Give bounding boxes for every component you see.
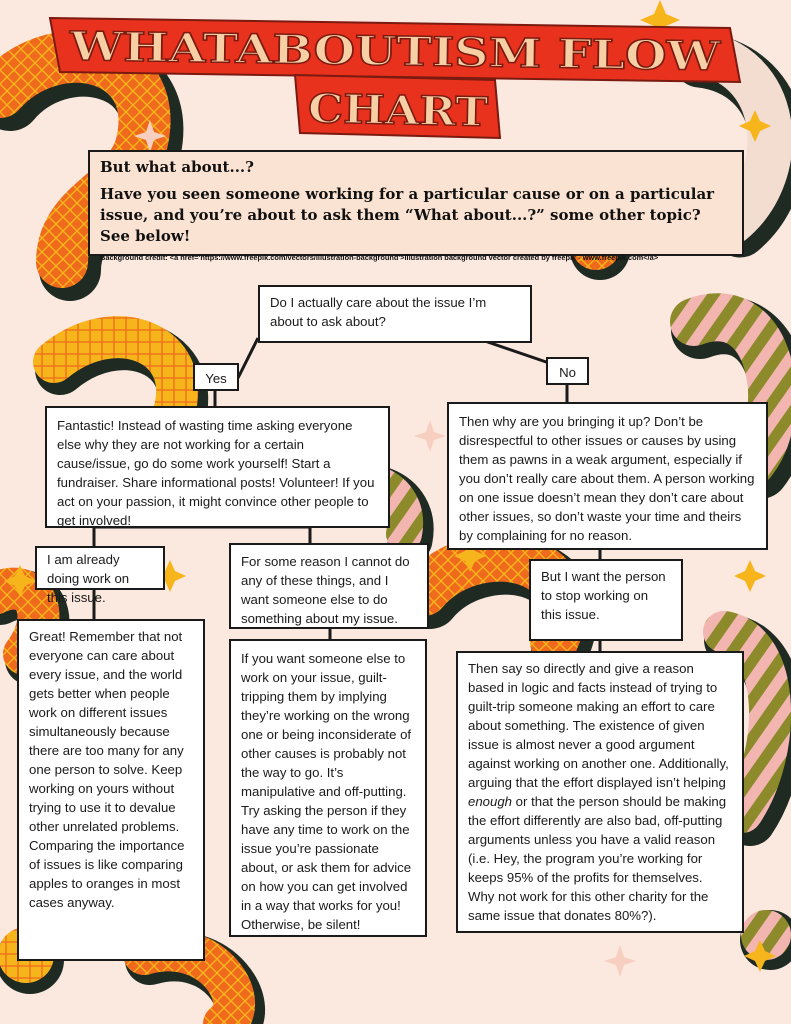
- yes-label-box: [193, 363, 239, 391]
- no-label-box: [546, 357, 589, 385]
- stop-answer-text-b: or that the person should be making the effort differently are also bad, off-putting arguments unless you have a valid reason (i.e. Hey, the program you’re working for keeps 95% of the profits for themselves. Why not work for this other charity for the same issue that donates 80%?).: [468, 794, 727, 923]
- cannot-do-text: For some reason I cannot do any of these things, and I want someone else to do something about my issue.: [241, 554, 410, 626]
- already-answer-text: Great! Remember that not everyone can care about every issue, and the world gets better when people work on different issues simultaneously because there are too many for any one person to solve. Keep working on yours without trying to use it to devalue other unrelated problems. Comparing the importance of issues is like comparing apples to oranges in most cases anyway.: [29, 629, 185, 910]
- cannot-answer-box: [229, 639, 427, 937]
- title-line-1: WHATABOUTISM FLOW: [69, 22, 617, 79]
- stop-answer-text-a: Then say so directly and give a reason based in logic and facts instead of trying to guilt-trip someone making an effort to care about something. The existence of given issue is almost never a good argument against working on another one. Additionally, arguing that the effort displayed isn’t helping: [468, 661, 729, 790]
- already-doing-text: I am already doing work on this issue.: [47, 552, 130, 605]
- stop-answer-box: [456, 651, 744, 933]
- already-answer-box: [17, 619, 205, 961]
- cannot-do-box: [229, 543, 429, 629]
- question-text: Do I actually care about the issue I’m about to ask about?: [270, 295, 487, 329]
- no-label: No: [559, 365, 576, 380]
- already-doing-box: [35, 546, 165, 605]
- question-box: [258, 285, 532, 343]
- want-stop-box: [529, 559, 683, 641]
- cannot-answer-text: If you want someone else to work on your issue, guilt-tripping them by implying they’re working on the wrong one or being inconsiderate of other causes is probably not the way to go. It’s manipulative and off-putting. Try asking the person if they have any time to work on the issue you’re passionate about, or ask them for advice on how you can get involved in a way that works for you! Otherwise, be silent!: [241, 651, 412, 932]
- title-line-2: CHART: [307, 85, 472, 136]
- yes-answer-text: Fantastic! Instead of wasting time asking everyone else why they are not working for a certain cause/issue, go do some work yourself! Start a fundraiser. Share informational posts! Volunteer! If you act on your passion, it might convince other people to get involved!: [57, 418, 375, 528]
- want-stop-text: But I want the person to stop working on this issue.: [541, 569, 666, 622]
- intro-body: Have you seen someone working for a particular cause or on a particular issue, and you’re about to ask them “What about...?” some other topic? See below!: [100, 185, 715, 245]
- stop-answer-emphasis: enough: [468, 794, 513, 809]
- yes-label: Yes: [205, 371, 227, 386]
- yes-answer-box: [45, 406, 390, 528]
- intro-heading: But what about...?: [100, 158, 254, 176]
- background-credit: Background credit: <a href='https://www.freepik.com/vectors/illustration-background'>Illustration background vector created by freepik - www.freepik.com</a>: [100, 253, 659, 262]
- intro-box: [88, 150, 744, 262]
- title-banner: [0, 0, 791, 150]
- no-answer-text: Then why are you bringing it up? Don’t be disrespectful to other issues or causes by using them as pawns in a weak argument, especially if you don’t really care about them. A person working on one issue doesn’t mean they don’t care about other issues, so don’t waste your time and theirs by complaining for no reason.: [459, 414, 755, 543]
- no-answer-box: [447, 402, 768, 550]
